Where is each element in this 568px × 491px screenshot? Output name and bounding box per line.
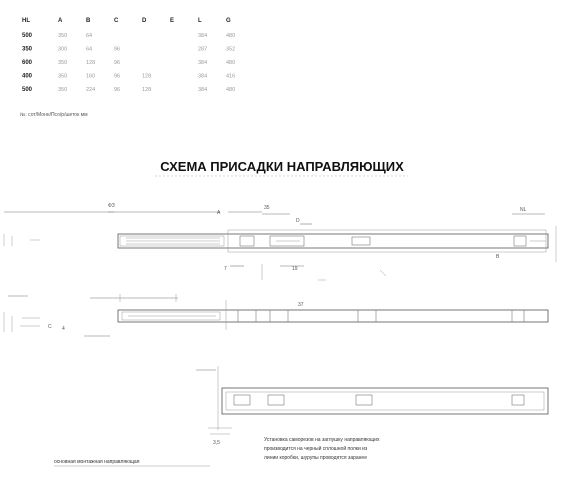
note-right-2: производится на черный сплошной полки из	[264, 446, 368, 452]
table-cell: 96	[114, 87, 121, 93]
dim-label-top-left: ФЗ	[108, 203, 115, 209]
table-cell: 384	[198, 60, 208, 66]
table-cell: 352	[226, 46, 236, 53]
table-cell: 128	[86, 60, 96, 66]
dim-label-side-h: 4	[62, 326, 65, 332]
table-cell: 160	[86, 73, 96, 80]
table-header-1: A	[58, 18, 63, 24]
note-right-1: Установка саморезов на заглушку направляющих	[264, 437, 380, 443]
dim-label-a: A	[217, 210, 221, 216]
dim-label-bottom: 3,5	[213, 440, 220, 446]
table-cell: 128	[142, 73, 152, 80]
dim-label-b: 35	[264, 205, 270, 211]
dimension-table	[22, 18, 235, 93]
diagram-title: СХЕМА ПРИСАДКИ НАПРАВЛЯЮЩИХ	[160, 159, 404, 174]
table-cell: 96	[114, 73, 121, 80]
drawer-box-assembly	[196, 366, 548, 446]
table-header-6: L	[198, 18, 202, 24]
side-panel-assembly	[4, 294, 548, 336]
table-cell: 480	[226, 87, 236, 93]
table-cell: 350	[58, 87, 68, 93]
table-cell: 96	[114, 60, 121, 66]
table-header-7: G	[226, 18, 231, 24]
top-rail-assembly	[4, 203, 556, 280]
table-cell: 500	[22, 33, 33, 39]
dim-label-g: NL	[520, 207, 527, 213]
table-cell: 384	[198, 33, 208, 39]
table-cell: 64	[86, 46, 93, 53]
table-header-0: НL	[22, 18, 30, 24]
table-cell: 350	[58, 33, 68, 39]
table-cell: 384	[198, 87, 208, 93]
dim-label-e: B	[496, 254, 500, 260]
table-cell: 500	[22, 87, 33, 93]
table-footnote: №: сот/Монн/Псо/р/шеток мм	[20, 112, 88, 118]
table-header-5: E	[170, 18, 175, 24]
dim-label-h3: 7	[224, 266, 227, 272]
table-cell: 224	[86, 87, 96, 93]
note-left: основная монтажная направляющая	[54, 459, 140, 465]
table-cell: 400	[22, 73, 33, 80]
table-cell: 384	[198, 73, 208, 80]
table-cell: 600	[22, 60, 33, 66]
table-header-4: D	[142, 18, 147, 24]
table-cell: 350	[58, 73, 68, 80]
table-cell: 480	[226, 33, 236, 39]
table-cell: 64	[86, 33, 93, 39]
table-cell: 350	[22, 46, 33, 53]
table-header-2: B	[86, 18, 91, 24]
dim-label-c: D	[296, 218, 300, 224]
table-cell: 96	[114, 46, 121, 53]
dim-label-side-left: C	[48, 324, 52, 330]
table-cell: 287	[198, 46, 208, 53]
table-cell: 128	[142, 87, 152, 93]
dim-label-h1: 37	[298, 302, 304, 308]
table-cell: 350	[58, 60, 68, 66]
table-header-3: C	[114, 18, 119, 24]
dim-label-h2: 19	[292, 266, 298, 272]
note-right-3: линии коробки, шурупы проводятся заранее	[264, 455, 367, 461]
table-cell: 480	[226, 60, 236, 66]
table-cell: 416	[226, 73, 236, 80]
table-cell: 300	[58, 46, 68, 53]
